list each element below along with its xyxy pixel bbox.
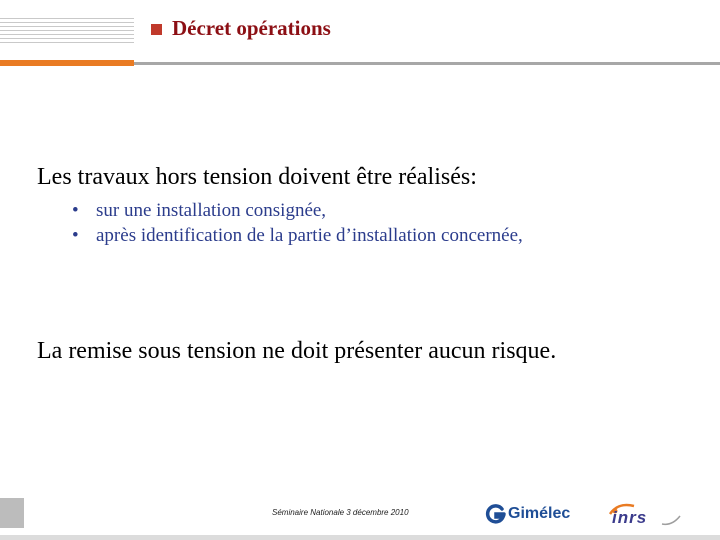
gimelec-logo [484,502,570,526]
bullet-item [72,198,523,223]
footer-caption: Séminaire Nationale 3 décembre 2010 [272,508,409,517]
bullet-list [72,198,523,248]
bullet-text: après identification de la partie d’installation concernée, [96,225,523,246]
header-orange-bar [0,60,134,66]
footer-gray-rule [0,535,720,540]
gimelec-g-icon [484,503,506,525]
paragraph-hors-tension: Les travaux hors tension doivent être réalisés: [37,164,477,190]
slide-title: Décret opérations [172,16,331,40]
gimelec-logo-text: Gimélec [508,505,571,522]
bullet-text: sur une installation consignée, [96,200,327,221]
paragraph-remise-sous-tension: La remise sous tension ne doit présenter aucun risque. [37,338,557,364]
title-bullet-square-icon [151,24,162,35]
inrs-logo-text: inrs [612,508,648,527]
bullet-dot-icon: • [72,200,79,221]
header-decorative-lines [0,18,134,46]
header-gray-rule [134,62,720,65]
bullet-item [72,223,523,248]
bullet-dot-icon: • [72,225,79,246]
inrs-logo [604,498,684,530]
footer-gray-box [0,498,24,528]
